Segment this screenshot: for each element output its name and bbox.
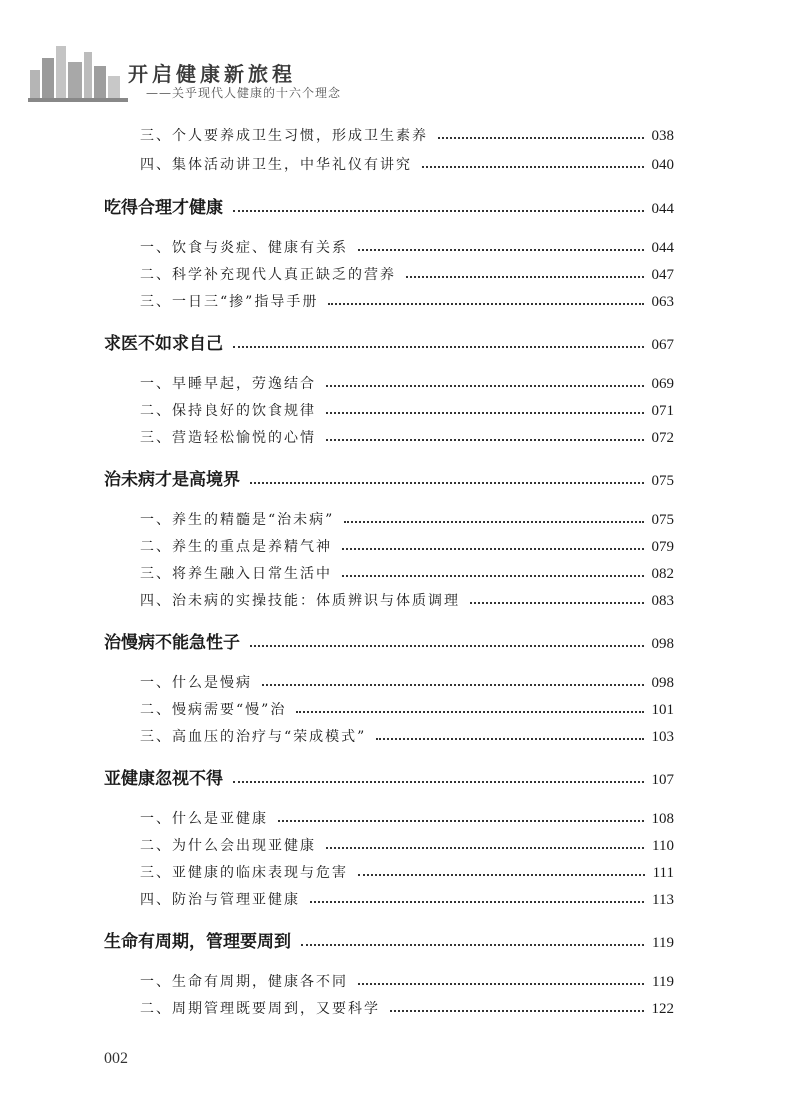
- toc-entry-title: 三、将养生融入日常生活中: [140, 566, 332, 582]
- dot-leader: [250, 482, 644, 484]
- toc-entry-title: 四、集体活动讲卫生，中华礼仪有讲究: [140, 157, 412, 173]
- dot-leader: [358, 983, 644, 985]
- dot-leader: [278, 820, 644, 822]
- dot-leader: [422, 166, 644, 168]
- toc-entry-page: 040: [651, 157, 674, 173]
- toc-section-entry[interactable]: [140, 668, 674, 692]
- toc-entry-title: 求医不如求自己: [104, 334, 223, 354]
- toc-section-entry[interactable]: [140, 804, 674, 828]
- dot-leader: [233, 781, 644, 783]
- toc-entry-title: 一、生命有周期，健康各不同: [140, 974, 348, 990]
- dot-leader: [438, 137, 644, 139]
- toc-section-entry[interactable]: [140, 586, 674, 610]
- toc-entry-title: 二、为什么会出现亚健康: [140, 838, 316, 854]
- toc-entry-title: 四、防治与管理亚健康: [140, 892, 300, 908]
- toc-entry-page: 108: [651, 811, 674, 827]
- toc-entry-page: 113: [652, 892, 674, 908]
- toc-chapter-entry[interactable]: [104, 466, 674, 490]
- page-number: 002: [104, 1050, 128, 1067]
- toc-entry-page: 119: [652, 935, 674, 951]
- toc-entry-title: 二、保持良好的饮食规律: [140, 403, 316, 419]
- toc-entry-page: 063: [651, 294, 674, 310]
- toc-chapter-entry[interactable]: [104, 629, 674, 653]
- toc-entry-page: 101: [651, 702, 674, 718]
- toc-section-entry[interactable]: [140, 150, 674, 174]
- toc-entry-page: 038: [651, 128, 674, 144]
- dot-leader: [344, 521, 643, 523]
- dot-leader: [358, 249, 644, 251]
- toc-entry-page: 047: [651, 267, 674, 283]
- toc-entry-page: 083: [651, 593, 674, 609]
- toc-section-entry[interactable]: [140, 994, 674, 1018]
- toc-entry-title: 三、高血压的治疗与“荣成模式”: [140, 729, 367, 745]
- toc-entry-page: 075: [651, 512, 674, 528]
- header-subtitle: ——关乎现代人健康的十六个理念: [146, 86, 342, 100]
- toc-entry-title: 三、个人要养成卫生习惯，形成卫生素养: [140, 128, 428, 144]
- toc-entry-page: 072: [651, 430, 674, 446]
- dot-leader: [342, 575, 644, 577]
- toc-entry-title: 治未病才是高境界: [104, 470, 240, 490]
- dot-leader: [262, 684, 644, 686]
- toc-entry-page: 119: [652, 974, 674, 990]
- dot-leader: [326, 439, 644, 441]
- toc-entry-page: 044: [651, 240, 674, 256]
- toc-entry-title: 三、营造轻松愉悦的心情: [140, 430, 316, 446]
- toc-entry-page: 044: [651, 201, 674, 217]
- toc-entry-title: 二、科学补充现代人真正缺乏的营养: [140, 267, 396, 283]
- toc-entry-page: 075: [651, 473, 674, 489]
- toc-section-entry[interactable]: [140, 858, 674, 882]
- toc-entry-title: 吃得合理才健康: [104, 198, 223, 218]
- toc-entry-title: 亚健康忽视不得: [104, 769, 223, 789]
- toc-chapter-entry[interactable]: [104, 330, 674, 354]
- toc-entry-title: 一、什么是慢病: [140, 675, 252, 691]
- toc-entry-page: 098: [651, 675, 674, 691]
- toc-entry-page: 098: [651, 636, 674, 652]
- toc-section-entry[interactable]: [140, 260, 674, 284]
- toc-section-entry[interactable]: [140, 967, 674, 991]
- toc-entry-title: 三、亚健康的临床表现与危害: [140, 865, 348, 881]
- toc-entry-title: 生命有周期，管理要周到: [104, 932, 291, 952]
- toc-entry-page: 111: [652, 865, 674, 881]
- dot-leader: [326, 847, 644, 849]
- header-title: 开启健康新旅程: [128, 62, 296, 86]
- dot-leader: [470, 602, 644, 604]
- dot-leader: [342, 548, 644, 550]
- dot-leader: [358, 874, 645, 876]
- toc-section-entry[interactable]: [140, 831, 674, 855]
- toc-entry-page: 071: [651, 403, 674, 419]
- dot-leader: [376, 738, 643, 740]
- toc-entry-title: 二、慢病需要“慢”治: [140, 702, 287, 718]
- toc-entry-page: 107: [651, 772, 674, 788]
- dot-leader: [406, 276, 644, 278]
- toc-entry-page: 122: [651, 1001, 674, 1017]
- toc-section-entry[interactable]: [140, 505, 674, 529]
- toc-entry-title: 一、什么是亚健康: [140, 811, 268, 827]
- toc-chapter-entry[interactable]: [104, 194, 674, 218]
- dot-leader: [310, 901, 644, 903]
- toc-section-entry[interactable]: [140, 695, 674, 719]
- dot-leader: [233, 346, 644, 348]
- toc-entry-page: 069: [651, 376, 674, 392]
- dot-leader: [250, 645, 644, 647]
- toc-section-entry[interactable]: [140, 121, 674, 145]
- dot-leader: [326, 412, 644, 414]
- toc-entry-title: 一、养生的精髓是“治未病”: [140, 512, 335, 528]
- toc-chapter-entry[interactable]: [104, 928, 674, 952]
- toc-entry-title: 三、一日三“掺”指导手册: [140, 294, 319, 310]
- dot-leader: [326, 385, 644, 387]
- toc-section-entry[interactable]: [140, 369, 674, 393]
- toc-section-entry[interactable]: [140, 532, 674, 556]
- toc-section-entry[interactable]: [140, 233, 674, 257]
- toc-entry-title: 四、治未病的实操技能：体质辨识与体质调理: [140, 593, 460, 609]
- toc-entry-page: 079: [651, 539, 674, 555]
- toc-section-entry[interactable]: [140, 722, 674, 746]
- dot-leader: [233, 210, 644, 212]
- toc-section-entry[interactable]: [140, 287, 674, 311]
- toc-entry-title: 二、周期管理既要周到，又要科学: [140, 1001, 380, 1017]
- toc-section-entry[interactable]: [140, 885, 674, 909]
- toc-entry-title: 一、饮食与炎症、健康有关系: [140, 240, 348, 256]
- toc-entry-page: 082: [651, 566, 674, 582]
- toc-chapter-entry[interactable]: [104, 765, 674, 789]
- toc-section-entry[interactable]: [140, 396, 674, 420]
- toc-entry-page: 110: [652, 838, 674, 854]
- toc-section-entry[interactable]: [140, 559, 674, 583]
- toc-entry-title: 二、养生的重点是养精气神: [140, 539, 332, 555]
- toc-entry-title: 治慢病不能急性子: [104, 633, 240, 653]
- dot-leader: [390, 1010, 644, 1012]
- dot-leader: [296, 711, 643, 713]
- toc-entry-page: 067: [651, 337, 674, 353]
- toc-entry-page: 103: [651, 729, 674, 745]
- toc-entry-title: 一、早睡早起，劳逸结合: [140, 376, 316, 392]
- dot-leader: [301, 944, 644, 946]
- dot-leader: [328, 303, 643, 305]
- toc-section-entry[interactable]: [140, 423, 674, 447]
